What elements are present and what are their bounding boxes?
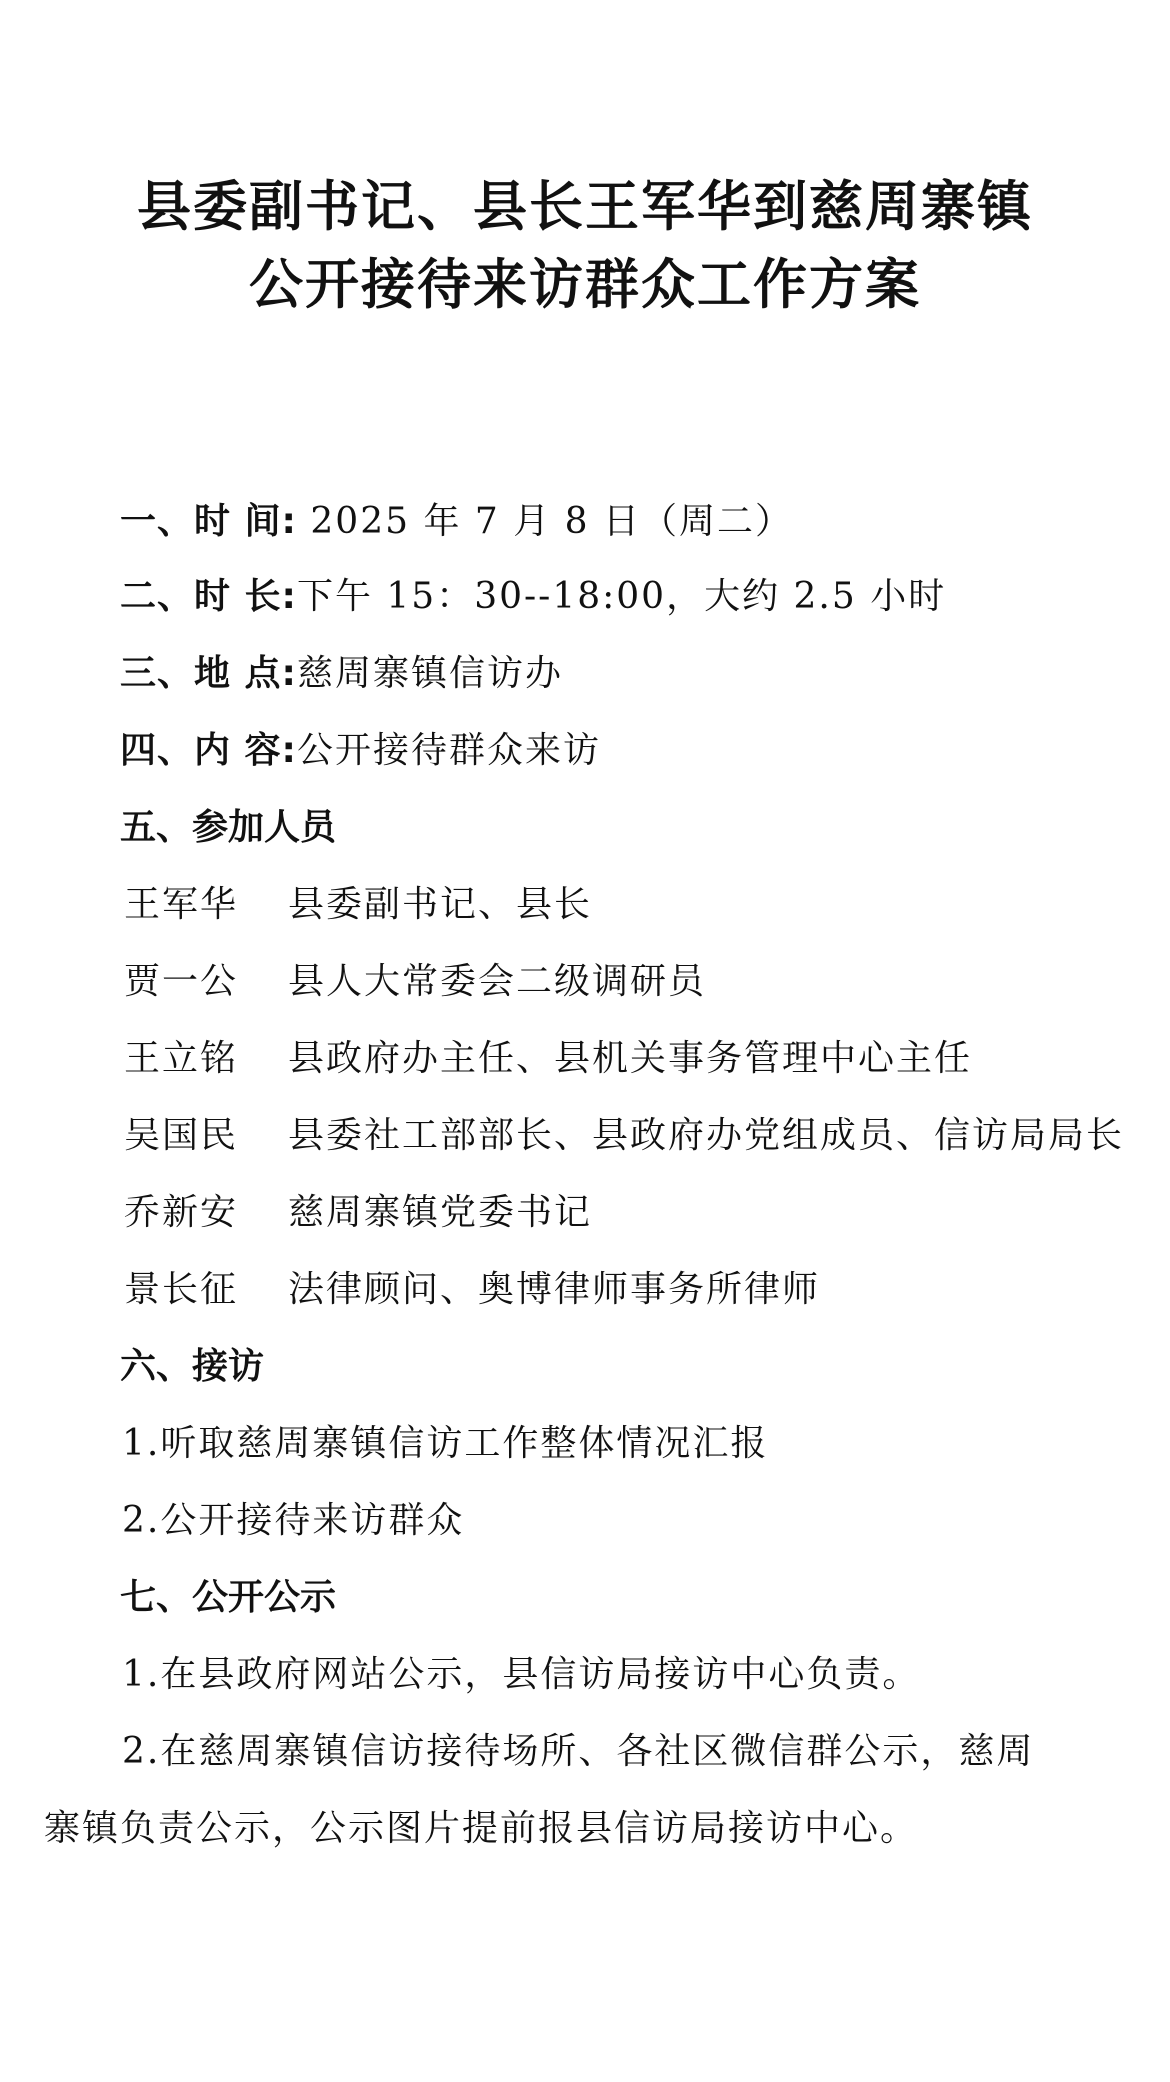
participant-row <box>124 958 706 1006</box>
duration-label: 二、时 长: <box>120 576 297 617</box>
participant-name: 吴国民 <box>124 1115 239 1156</box>
participant-role: 县委副书记、县长 <box>288 884 593 925</box>
participant-role: 县委社工部部长、县政府办党组成员、信访局局长 <box>288 1115 1125 1156</box>
reception-step: 2.公开接待来访群众 <box>122 1500 465 1541</box>
publicity-heading: 七、公开公示 <box>120 1577 337 1618</box>
participant-role: 慈周寨镇党委书记 <box>288 1192 593 1233</box>
participant-row <box>124 1112 1124 1160</box>
place-value: 慈周寨镇信访办 <box>296 653 563 694</box>
participant-name: 景长征 <box>124 1269 239 1310</box>
participants-heading: 五、参加人员 <box>120 807 337 848</box>
participant-row <box>124 1035 972 1083</box>
duration-value: 下午 15：30--18:00，大约 2.5 小时 <box>296 576 947 617</box>
content-row <box>120 727 601 775</box>
participant-role: 县政府办主任、县机关事务管理中心主任 <box>288 1038 973 1079</box>
participant-name: 贾一公 <box>124 961 239 1002</box>
participant-name: 乔新安 <box>124 1192 239 1233</box>
time-value: 2025 年 7 月 8 日（周二） <box>296 501 794 542</box>
time-row <box>120 498 793 546</box>
content-label: 四、内 容: <box>120 730 297 771</box>
place-label: 三、地 点: <box>120 653 297 694</box>
participant-name: 王军华 <box>124 884 239 925</box>
publicity-item-2-line-2: 寨镇负责公示，公示图片提前报县信访局接访中心。 <box>44 1808 919 1849</box>
participant-role: 县人大常委会二级调研员 <box>288 961 707 1002</box>
participant-role: 法律顾问、奥博律师事务所律师 <box>288 1269 821 1310</box>
publicity-item-1: 1.在县政府网站公示，县信访局接访中心负责。 <box>122 1654 921 1695</box>
document-title-line-2: 公开接待来访群众工作方案 <box>249 253 921 316</box>
publicity-item-2-line-1: 2.在慈周寨镇信访接待场所、各社区微信群公示，慈周 <box>122 1731 1035 1772</box>
participant-name: 王立铭 <box>124 1038 239 1079</box>
time-label: 一、时 间: <box>120 501 297 542</box>
reception-step: 1.听取慈周寨镇信访工作整体情况汇报 <box>122 1423 769 1464</box>
reception-heading: 六、接访 <box>120 1346 265 1387</box>
participant-row <box>124 881 592 929</box>
place-row <box>120 650 563 698</box>
document-title-line-1: 县委副书记、县长王军华到慈周寨镇 <box>137 175 1033 238</box>
participant-row <box>124 1189 592 1237</box>
content-value: 公开接待群众来访 <box>296 730 601 771</box>
participant-row <box>124 1266 820 1314</box>
duration-row <box>120 573 946 621</box>
